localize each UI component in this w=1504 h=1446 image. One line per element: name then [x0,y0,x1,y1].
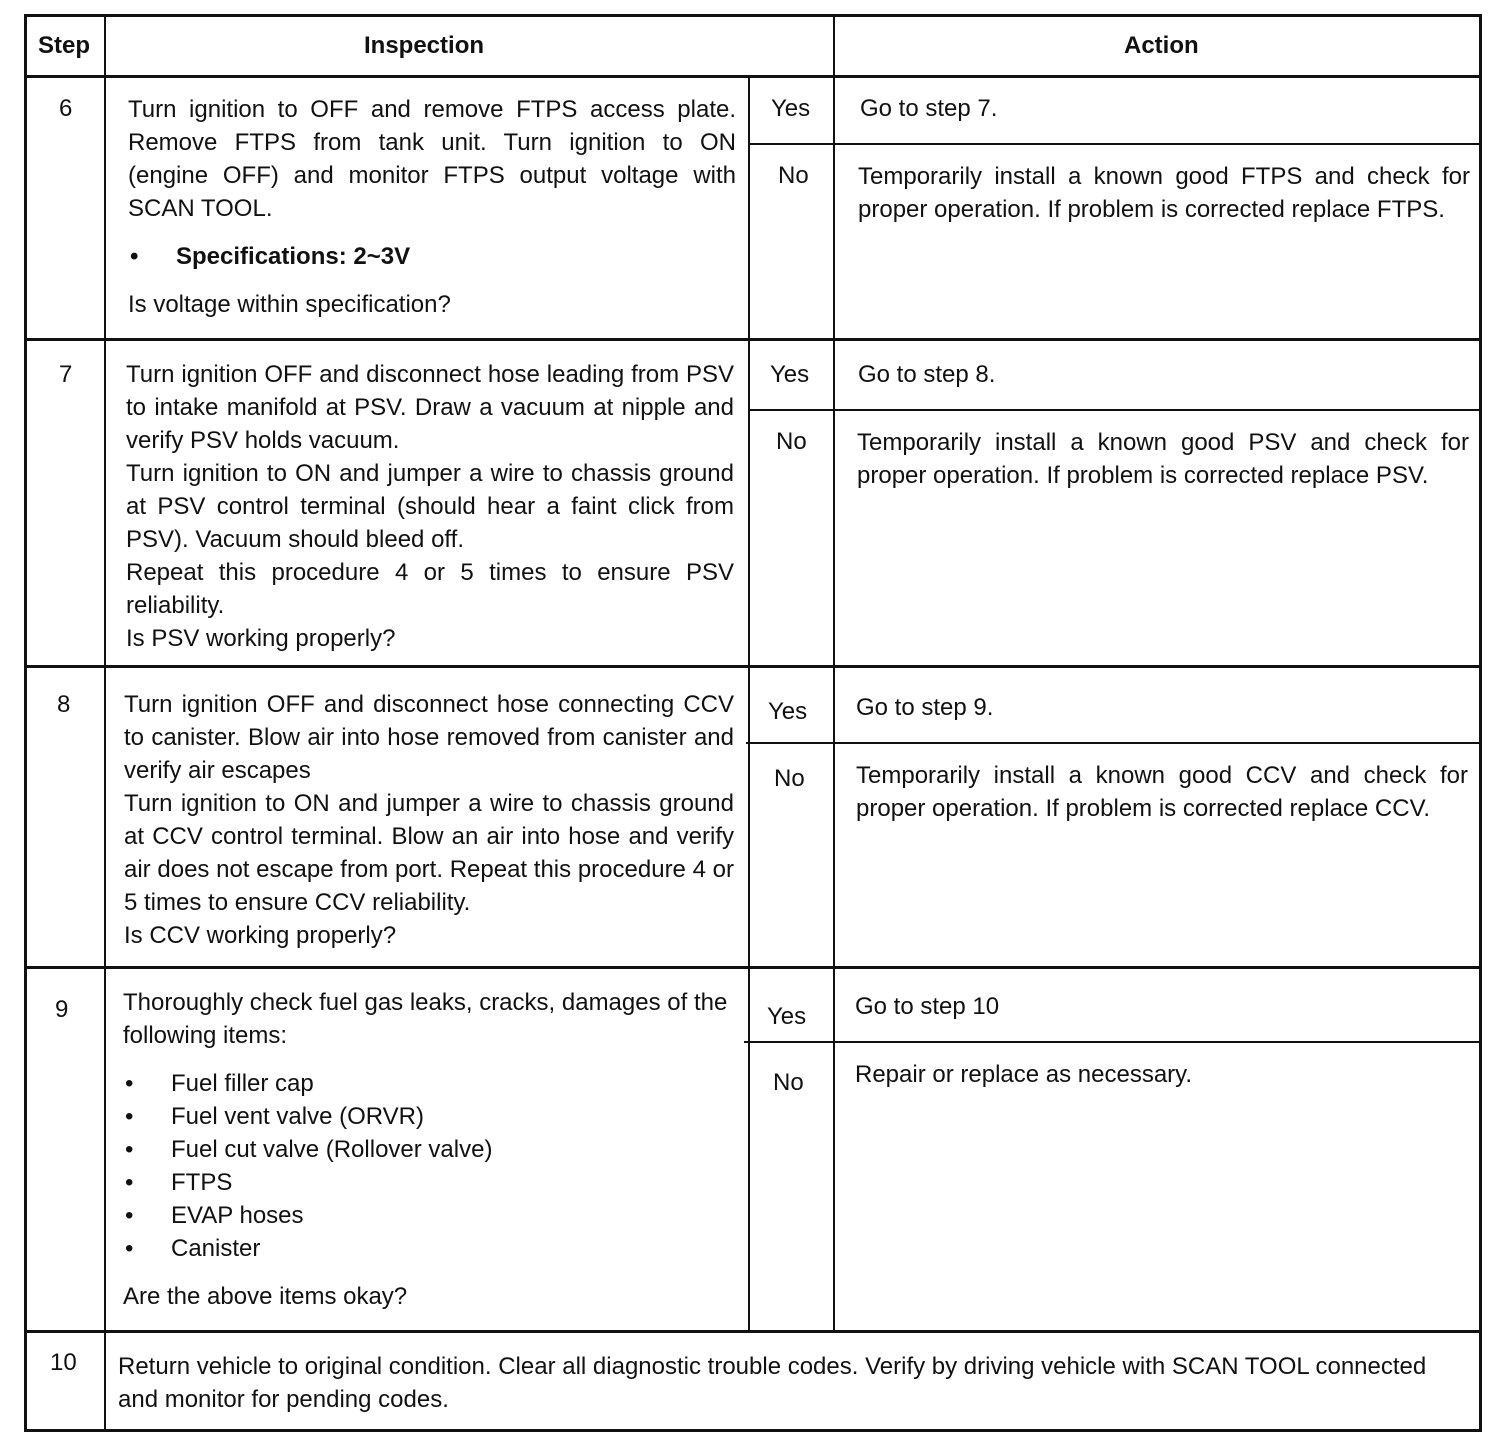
yes-action: Go to step 7. [860,95,998,122]
step-number: 8 [57,691,71,718]
yes-action: Go to step 9. [856,694,994,721]
no-action: Temporarily install a known good CCV and check for proper operation. If problem is corrected replace CCV. [856,762,1468,822]
header-bottom-rule [24,75,1482,78]
no-label: No [774,765,805,792]
check-item: • Fuel filler cap [123,1067,735,1100]
no-action: Temporarily install a known good PSV and check for proper operation. If problem is corrected replace PSV. [857,429,1469,489]
yes-label: Yes [770,361,810,388]
inspection-question: Is PSV working properly? [126,625,396,652]
inspection-text: Thoroughly check fuel gas leaks, cracks, damages of the following items: [123,989,728,1049]
row-9-yes-no-rule [744,1041,1482,1043]
row-8-yes-no-rule [746,742,1482,744]
yes-label: Yes [767,1003,807,1030]
inspection-cell [123,986,735,1313]
inspection-line: Turn ignition to ON and jumper a wire to chassis ground at CCV control terminal. Blow an air into hose and verify air does not escape from port. Repeat this procedure 4 or 5 times to ensure CCV reliability. [124,790,734,916]
step-column-rule [104,14,106,1432]
check-item: • Fuel vent valve (ORVR) [123,1100,735,1133]
inspection-question: Is voltage within specification? [128,291,451,318]
check-item: • Canister [123,1232,735,1265]
check-item: • EVAP hoses [123,1199,735,1232]
header-inspection: Inspection [364,32,485,59]
yes-label: Yes [768,698,808,725]
step-number: 7 [59,361,73,388]
inspection-line: Turn ignition to ON and jumper a wire to chassis ground at PSV control terminal (should hear a faint click from PSV). Vacuum should bleed off. [126,460,734,553]
inspection-text: Turn ignition to OFF and remove FTPS access plate. Remove FTPS from tank unit. Turn ignition to ON (engine OFF) and monitor FTPS output voltage with SCAN TOOL. [128,96,736,222]
row-9-bottom-rule [24,1330,1482,1333]
no-action: Temporarily install a known good FTPS and check for proper operation. If problem is corrected replace FTPS. [858,163,1470,223]
yes-label: Yes [771,95,811,122]
step-number: 10 [50,1349,77,1376]
inspection-line: Turn ignition OFF and disconnect hose leading from PSV to intake manifold at PSV. Draw a vacuum at nipple and verify PSV holds vacuum. [126,361,734,454]
row-6-yes-no-rule [750,143,1482,145]
row-7-yes-no-rule [748,409,1482,411]
no-action: Repair or replace as necessary. [855,1061,1193,1088]
final-step-text: Return vehicle to original condition. Clear all diagnostic trouble codes. Verify by driving vehicle with SCAN TOOL connected and monitor for pending codes. [118,1353,1427,1413]
yes-action: Go to step 10 [855,993,1000,1020]
result-column-rule [833,14,835,1332]
inspection-column-rule [748,75,750,1332]
specification: • Specifications: 2~3V [128,240,736,273]
inspection-line: Turn ignition OFF and disconnect hose connecting CCV to canister. Blow air into hose removed from canister and verify air escapes [124,691,734,784]
inspection-cell [128,93,736,321]
step-number: 9 [55,996,69,1023]
step-number: 6 [59,95,73,122]
row-7-bottom-rule [24,665,1482,668]
header-action: Action [1124,32,1199,59]
inspection-question: Are the above items okay? [123,1283,408,1310]
check-item: • FTPS [123,1166,735,1199]
row-8-bottom-rule [24,966,1482,969]
inspection-question: Is CCV working properly? [124,922,397,949]
no-label: No [778,162,809,189]
inspection-cell [124,688,734,952]
no-label: No [773,1069,804,1096]
inspection-cell [126,358,734,655]
no-label: No [776,428,807,455]
yes-action: Go to step 8. [858,361,996,388]
inspection-line: Repeat this procedure 4 or 5 times to ensure PSV reliability. [126,559,734,619]
header-step: Step [38,32,91,59]
row-6-bottom-rule [24,338,1482,341]
check-item: • Fuel cut valve (Rollover valve) [123,1133,735,1166]
